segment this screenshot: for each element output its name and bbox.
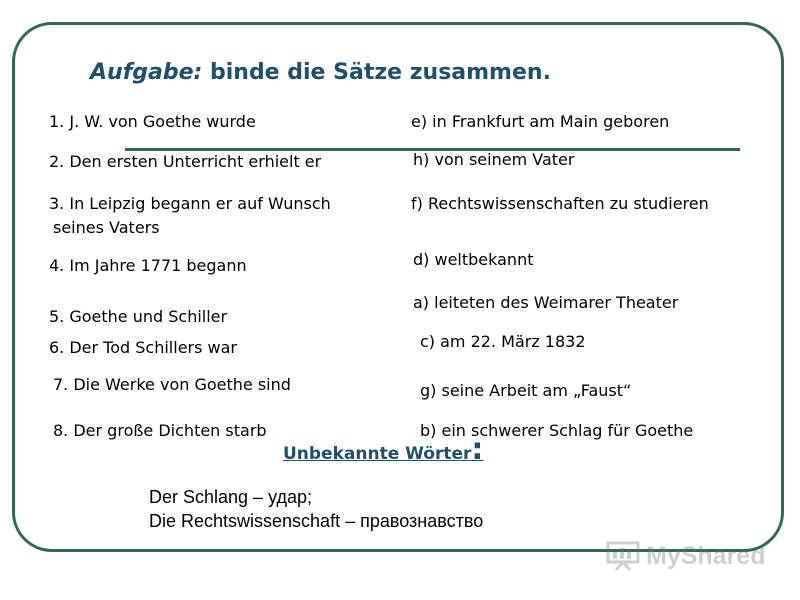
sentence-start-8: 8. Der große Dichten starb bbox=[53, 421, 267, 440]
sentence-start-5: 5. Goethe und Schiller bbox=[49, 307, 228, 326]
sentence-start-3: 3. In Leipzig begann er auf Wunsch bbox=[49, 194, 331, 213]
vocab-heading bbox=[283, 432, 484, 467]
sentence-end-a: a) leiteten des Weimarer Theater bbox=[413, 293, 679, 312]
sentence-start-6: 6. Der Tod Schillers war bbox=[49, 338, 238, 357]
vocab-line-2: Die Rechtswissenschaft – правознавство bbox=[149, 511, 484, 531]
sentence-end-d: d) weltbekannt bbox=[413, 250, 534, 269]
sentence-end-e: e) in Frankfurt am Main geboren bbox=[411, 112, 670, 131]
sentence-start-1: 1. J. W. von Goethe wurde bbox=[49, 112, 256, 131]
task-title bbox=[90, 60, 551, 85]
sentence-end-f: f) Rechtswissenschaften zu studieren bbox=[411, 194, 709, 213]
vocab-line-1: Der Schlang – удар; bbox=[149, 487, 312, 507]
watermark-text: MyShared bbox=[646, 541, 766, 570]
sentence-start-3-cont: seines Vaters bbox=[53, 218, 160, 237]
sentence-end-g: g) seine Arbeit am „Faust“ bbox=[420, 381, 632, 400]
presentation-icon bbox=[606, 541, 640, 571]
sentence-end-b: b) ein schwerer Schlag für Goethe bbox=[420, 421, 694, 440]
task-title-rest: binde die Sätze zusammen. bbox=[202, 60, 551, 85]
sentence-end-h: h) von seinem Vater bbox=[413, 150, 575, 169]
vocab-heading-text: Unbekannte Wörter bbox=[283, 444, 472, 464]
sentence-end-c: c) am 22. März 1832 bbox=[420, 332, 586, 351]
watermark-logo bbox=[606, 536, 765, 576]
task-title-lead: Aufgabe: bbox=[90, 60, 203, 85]
vocab-heading-colon: : bbox=[471, 432, 484, 467]
sentence-start-2: 2. Den ersten Unterricht erhielt er bbox=[49, 152, 322, 171]
slide-frame bbox=[12, 22, 784, 552]
sentence-start-4: 4. Im Jahre 1771 begann bbox=[49, 256, 247, 275]
sentence-start-7: 7. Die Werke von Goethe sind bbox=[53, 375, 291, 394]
